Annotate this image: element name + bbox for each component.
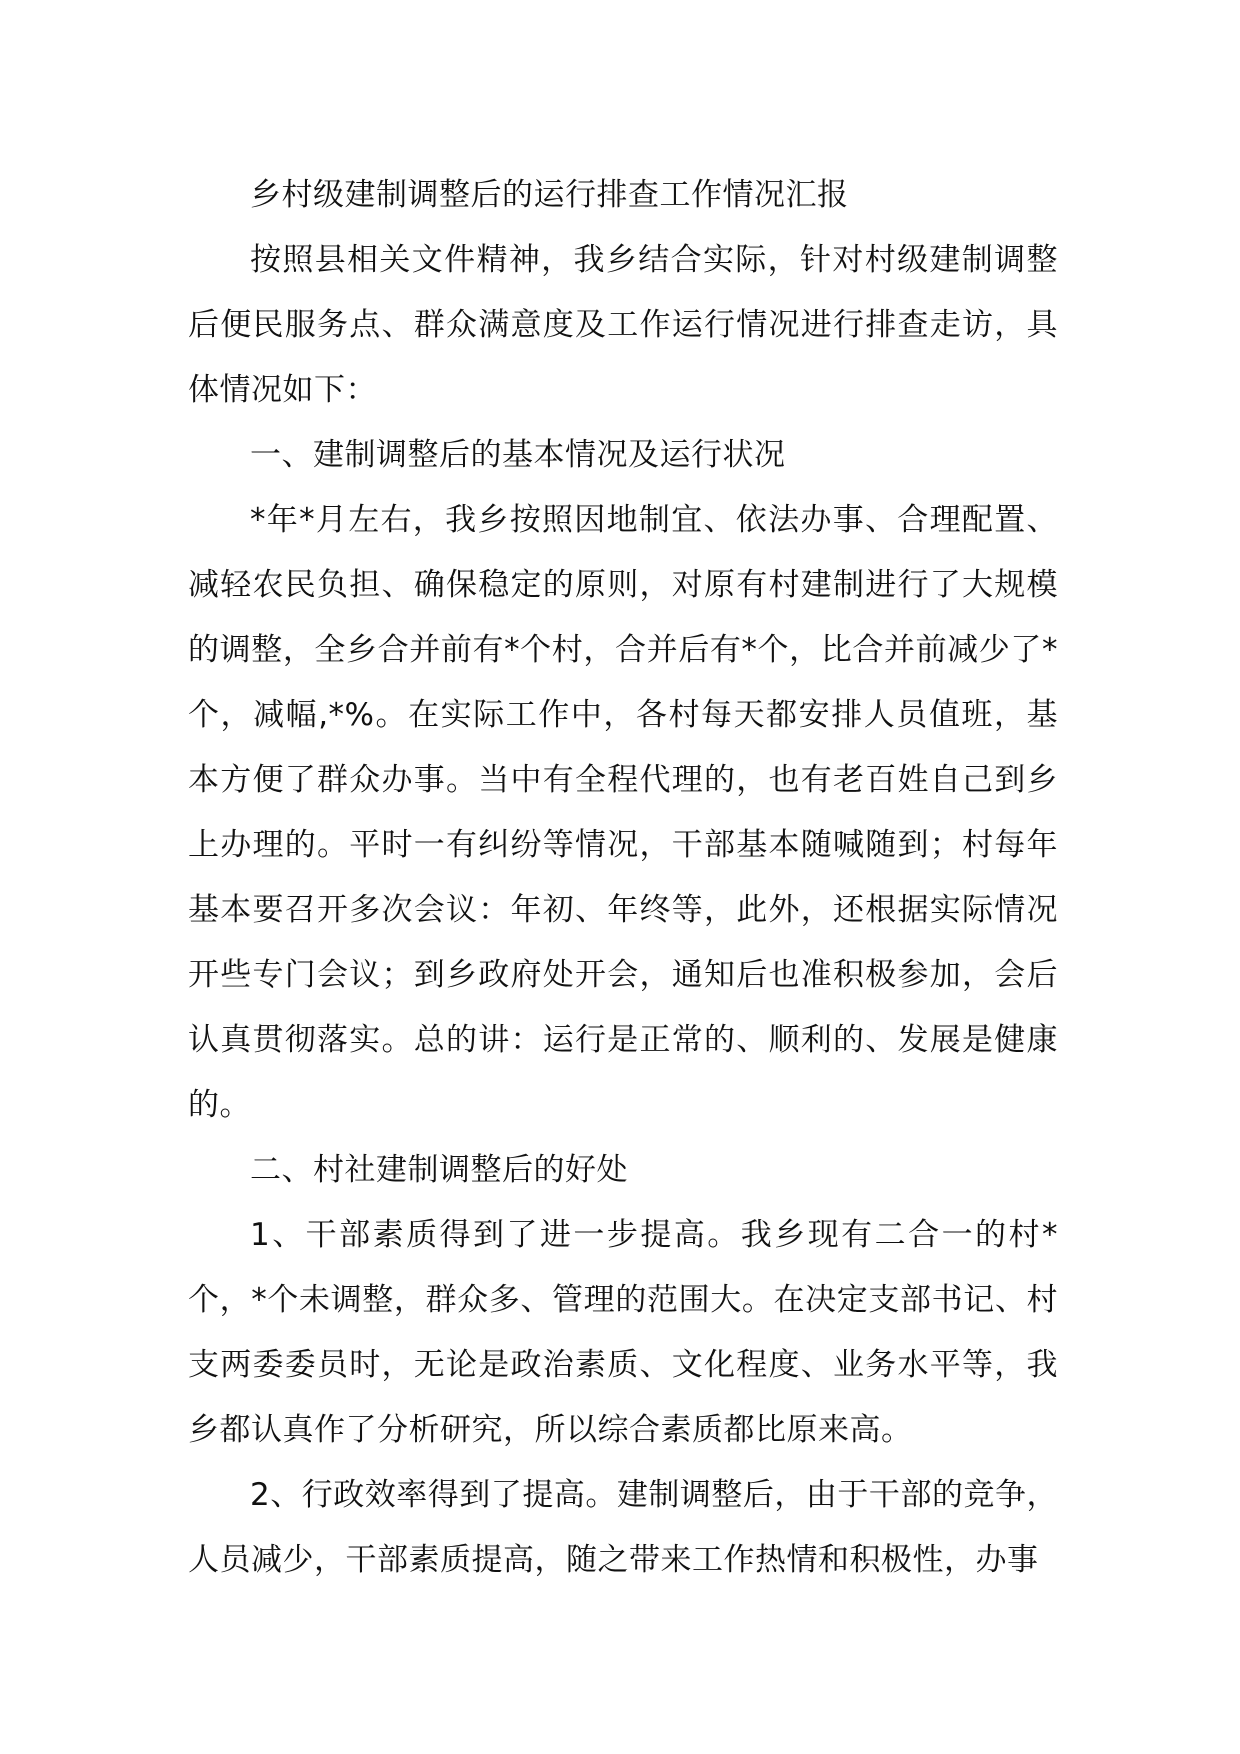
paragraph-point-1: 1、干部素质得到了进一步提高。我乡现有二合一的村*个，*个未调整，群众多、管理的范围大。在决定支部书记、村支两委委员时，无论是政治素质、文化程度、业务水平等，我乡都认真作了分析研究，所以综合素质都比原来高。 [188, 1217, 1058, 1448]
document-title: 乡村级建制调整后的运行排查工作情况汇报 [250, 177, 849, 213]
paragraph-intro: 按照县相关文件精神，我乡结合实际，针对村级建制调整后便民服务点、群众满意度及工作运行情况进行排查走访，具体情况如下： [188, 242, 1058, 408]
paragraph-point-2: 2、行政效率得到了提高。建制调整后，由于干部的竞争，人员减少，干部素质提高，随之带来工作热情和积极性，办事 [188, 1477, 1058, 1578]
section-heading-1: 一、建制调整后的基本情况及运行状况 [250, 437, 786, 473]
document-body [188, 163, 1058, 1593]
paragraph-basic-situation: *年*月左右，我乡按照因地制宜、依法办事、合理配置、减轻农民负担、确保稳定的原则，对原有村建制进行了大规模的调整，全乡合并前有*个村，合并后有*个，比合并前减少了*个，减幅,*%。在实际工作中，各村每天都安排人员值班，基本方便了群众办事。当中有全程代理的，也有老百姓自己到乡上办理的。平时一有纠纷等情况，干部基本随喊随到；村每年基本要召开多次会议：年初、年终等，此外，还根据实际情况开些专门会议；到乡政府处开会，通知后也准积极参加，会后认真贯彻落实。总的讲：运行是正常的、顺利的、发展是健康的。 [188, 502, 1058, 1123]
section-heading-2: 二、村社建制调整后的好处 [250, 1152, 628, 1188]
